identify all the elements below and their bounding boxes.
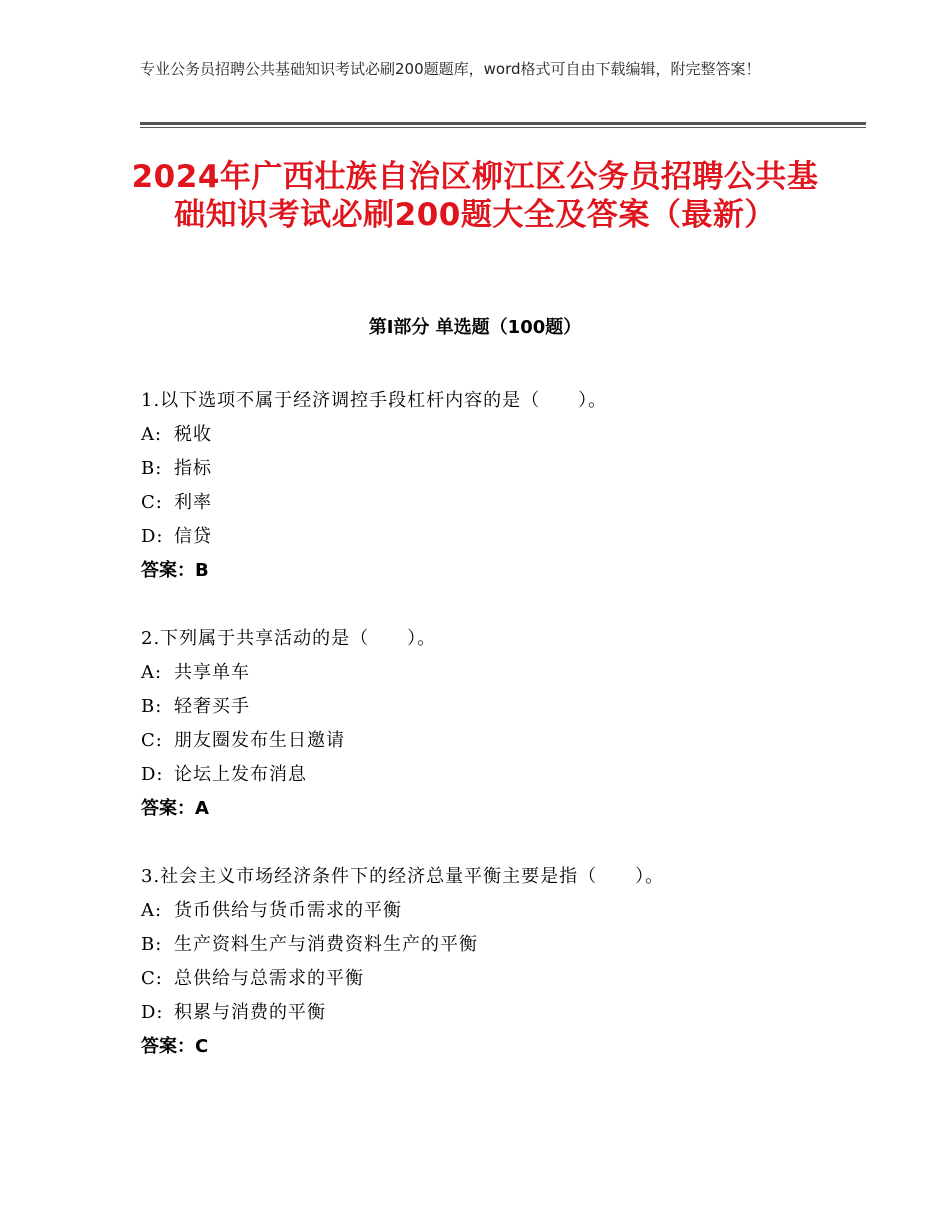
- option-key: C:: [141, 730, 163, 751]
- option-key: B:: [141, 934, 163, 955]
- document-title: 2024年广西壮族自治区柳江区公务员招聘公共基础知识考试必刷200题大全及答案（最新）: [131, 159, 819, 233]
- option-d: [141, 520, 871, 554]
- option-c: [141, 486, 871, 520]
- answer-text: 答案：A: [141, 798, 209, 819]
- option-text: 税收: [174, 424, 212, 445]
- answer-text: 答案：B: [141, 560, 209, 581]
- option-text: 货币供给与货币需求的平衡: [174, 900, 402, 921]
- option-d: [141, 758, 871, 792]
- option-text: 积累与消费的平衡: [174, 1002, 326, 1023]
- option-key: D:: [141, 764, 164, 785]
- option-key: A:: [141, 662, 163, 683]
- option-key: A:: [141, 424, 163, 445]
- option-text: 生产资料生产与消费资料生产的平衡: [174, 934, 478, 955]
- option-key: B:: [141, 458, 163, 479]
- option-text: 朋友圈发布生日邀请: [174, 730, 345, 751]
- option-key: B:: [141, 696, 163, 717]
- question-item: [141, 384, 871, 588]
- answer-text: 答案：C: [141, 1036, 209, 1057]
- option-text: 总供给与总需求的平衡: [174, 968, 364, 989]
- header-note: 专业公务员招聘公共基础知识考试必刷200题题库，word格式可自由下载编辑，附完整答案！: [140, 60, 761, 78]
- header-divider-thin: [140, 127, 866, 128]
- option-b: [141, 928, 871, 962]
- option-key: C:: [141, 492, 163, 513]
- option-a: [141, 418, 871, 452]
- question-list: [141, 384, 871, 1098]
- question-text: 1.以下选项不属于经济调控手段杠杆内容的是（ ）。: [141, 390, 608, 411]
- question-text: 3.社会主义市场经济条件下的经济总量平衡主要是指（ ）。: [141, 866, 665, 887]
- option-c: [141, 962, 871, 996]
- option-text: 共享单车: [174, 662, 250, 683]
- option-text: 信贷: [174, 526, 212, 547]
- option-a: [141, 656, 871, 690]
- option-b: [141, 452, 871, 486]
- option-key: D:: [141, 526, 164, 547]
- option-text: 轻奢买手: [174, 696, 250, 717]
- option-d: [141, 996, 871, 1030]
- question-text: 2.下列属于共享活动的是（ ）。: [141, 628, 437, 649]
- option-text: 指标: [174, 458, 212, 479]
- question-item: [141, 860, 871, 1064]
- option-key: D:: [141, 1002, 164, 1023]
- section-title: 第Ⅰ部分 单选题（100题）: [368, 317, 582, 338]
- option-key: A:: [141, 900, 163, 921]
- option-text: 论坛上发布消息: [174, 764, 307, 785]
- question-item: [141, 622, 871, 826]
- option-key: C:: [141, 968, 163, 989]
- option-a: [141, 894, 871, 928]
- option-text: 利率: [174, 492, 212, 513]
- header-divider-thick: [140, 122, 866, 125]
- option-b: [141, 690, 871, 724]
- option-c: [141, 724, 871, 758]
